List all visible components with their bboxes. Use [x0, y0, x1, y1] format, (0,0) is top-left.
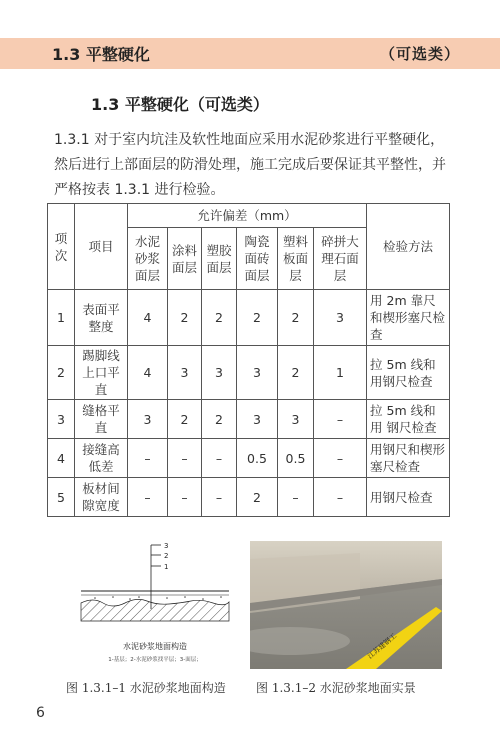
table-header-row [48, 204, 450, 228]
table-cell: – [314, 478, 367, 517]
diagram-title: 水泥砂浆地面构造 [123, 642, 187, 651]
subheader-cell: 塑胶面层 [202, 228, 237, 290]
table-cell: 1 [48, 290, 75, 346]
table-cell: 5 [48, 478, 75, 517]
table-cell: 3 [48, 400, 75, 439]
figure-caption-2: 图 1.3.1–2 水泥砂浆地面实景 [256, 681, 416, 695]
table-cell: 3 [168, 346, 202, 400]
tolerance-table [47, 203, 450, 517]
cement-floor-diagram [75, 537, 235, 667]
table-cell: 3 [237, 400, 278, 439]
table-cell: 2 [237, 478, 278, 517]
table-cell: 1 [314, 346, 367, 400]
table-cell: 2 [202, 290, 237, 346]
floor-photo [250, 541, 442, 669]
section-heading: 1.3 平整硬化（可选类） [91, 95, 269, 114]
table-cell: – [168, 439, 202, 478]
table-cell: 3 [314, 290, 367, 346]
header-index: 项次 [48, 204, 75, 290]
table-row [48, 290, 450, 346]
header-item: 项目 [75, 204, 128, 290]
table-row [48, 478, 450, 517]
table-cell: 4 [128, 346, 168, 400]
body-paragraph: 1.3.1 对于室内坑洼及软性地面应采用水泥砂浆进行平整硬化，然后进行上部面层的防滑处理，施工完成后要保证其平整性，并严格按表 1.3.1 进行检验。 [54, 132, 446, 198]
table-cell: 0.5 [237, 439, 278, 478]
table-cell: – [168, 478, 202, 517]
layer-label-1: 1 [164, 563, 169, 571]
table-row [48, 346, 450, 400]
table-cell: 缝格平直 [75, 400, 128, 439]
table-cell: 4 [48, 439, 75, 478]
banner-tag: （可选类） [379, 45, 460, 63]
subheader-cell: 陶瓷面砖面层 [237, 228, 278, 290]
table-cell: 板材间隙宽度 [75, 478, 128, 517]
table-cell: – [314, 400, 367, 439]
banner-title: 1.3 平整硬化 [52, 45, 150, 64]
table-cell: 拉 5m 线和用 钢尺检查 [367, 400, 450, 439]
table-cell: 2 [278, 346, 314, 400]
table-cell: 3 [278, 400, 314, 439]
subheader-cell: 水泥砂浆面层 [128, 228, 168, 290]
table-cell: 用 2m 靠尺和楔形塞尺检查 [367, 290, 450, 346]
table-cell: 3 [128, 400, 168, 439]
base-layer [81, 599, 229, 621]
table-cell: – [314, 439, 367, 478]
table-cell: 2 [237, 290, 278, 346]
table-cell: 3 [202, 346, 237, 400]
table-cell: 拉 5m 线和用钢尺检查 [367, 346, 450, 400]
table-cell: – [128, 478, 168, 517]
table-cell: 2 [168, 290, 202, 346]
table-cell: 2 [48, 346, 75, 400]
table-cell: – [202, 439, 237, 478]
layer-label-2: 2 [164, 552, 169, 560]
header-tolerance-group: 允许偏差（mm） [128, 204, 367, 228]
table-cell: 用钢尺检查 [367, 478, 450, 517]
chapter-banner [0, 38, 500, 69]
table-cell: 表面平整度 [75, 290, 128, 346]
figure-caption-1: 图 1.3.1–1 水泥砂浆地面构造 [66, 681, 226, 695]
page-number: 6 [36, 705, 45, 721]
diagram-legend: 1-基层；2-水泥砂浆找平层；3-面层； [108, 657, 202, 663]
table-cell: 踢脚线上口平直 [75, 346, 128, 400]
table-cell: 3 [237, 346, 278, 400]
table-cell: – [128, 439, 168, 478]
layer-label-3: 3 [164, 542, 169, 550]
subheader-cell: 塑料板面层 [278, 228, 314, 290]
table-cell: 4 [128, 290, 168, 346]
subheader-cell: 碎拼大理石面层 [314, 228, 367, 290]
table-cell: 2 [278, 290, 314, 346]
header-method: 检验方法 [367, 204, 450, 290]
table-cell: 2 [202, 400, 237, 439]
table-cell: 接缝高低差 [75, 439, 128, 478]
table-cell: 2 [168, 400, 202, 439]
ruler-text: 江苏建钢工 [366, 631, 399, 661]
table-cell: – [278, 478, 314, 517]
table-row [48, 439, 450, 478]
table-cell: 用钢尺和楔形塞尺检查 [367, 439, 450, 478]
mortar-speckles [94, 596, 222, 600]
subheader-cell: 涂料面层 [168, 228, 202, 290]
table-cell: – [202, 478, 237, 517]
table-cell: 0.5 [278, 439, 314, 478]
table-row [48, 400, 450, 439]
